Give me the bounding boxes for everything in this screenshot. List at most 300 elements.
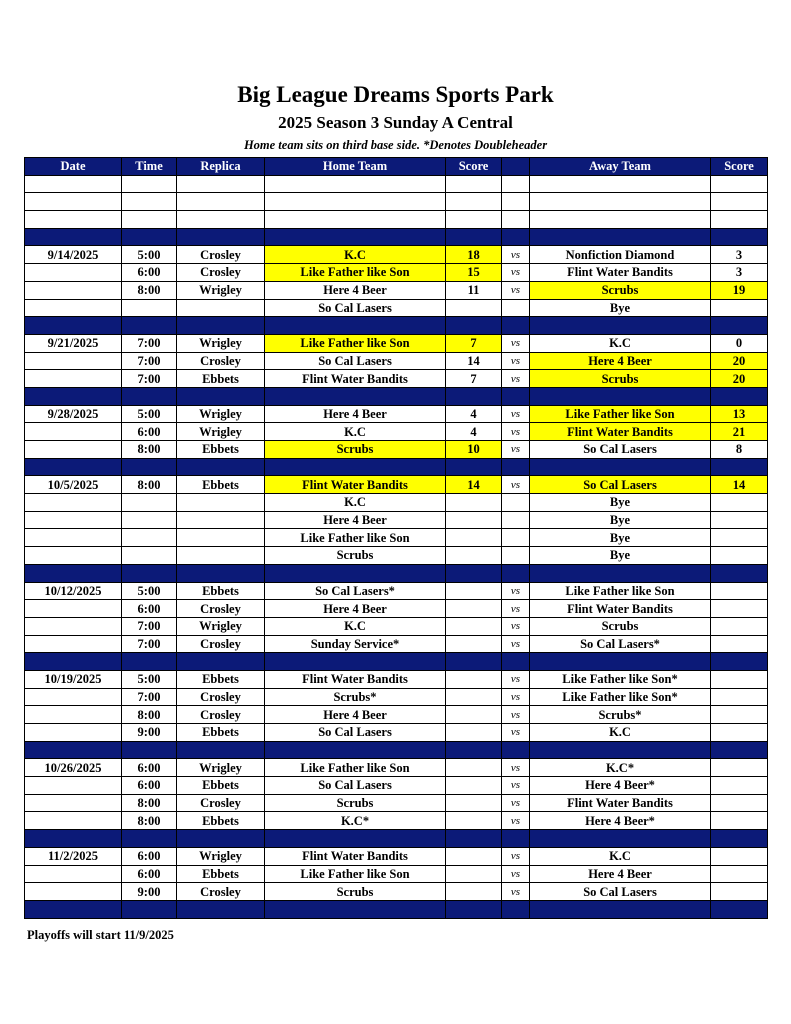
game-row [25, 812, 768, 830]
away-team-cell: K.C [530, 847, 711, 865]
home-score-cell [446, 653, 502, 671]
away-score-cell [711, 670, 768, 688]
home-score-cell [446, 741, 502, 759]
replica-cell [177, 494, 265, 512]
away-team-cell: Like Father like Son [530, 405, 711, 423]
away-team-cell: K.C [530, 334, 711, 352]
game-row [25, 883, 768, 901]
time-cell [122, 547, 177, 565]
replica-cell: Wrigley [177, 405, 265, 423]
away-team-cell: Scrubs* [530, 706, 711, 724]
home-team-cell: Like Father like Son [265, 334, 446, 352]
home-score-cell [446, 900, 502, 918]
home-score-cell [446, 688, 502, 706]
away-team-cell [530, 387, 711, 405]
vs-cell: vs [502, 688, 530, 706]
date-cell [25, 812, 122, 830]
vs-cell: vs [502, 724, 530, 742]
home-score-cell [446, 830, 502, 848]
col-header-away-team: Away Team [530, 158, 711, 176]
time-cell [122, 317, 177, 335]
date-cell [25, 299, 122, 317]
date-cell [25, 458, 122, 476]
col-header-time: Time [122, 158, 177, 176]
away-score-cell [711, 900, 768, 918]
vs-cell: vs [502, 582, 530, 600]
date-cell [25, 193, 122, 211]
home-score-cell [446, 211, 502, 229]
date-cell [25, 777, 122, 795]
away-team-cell [530, 228, 711, 246]
date-cell [25, 900, 122, 918]
vs-cell [502, 494, 530, 512]
date-cell [25, 617, 122, 635]
time-cell [122, 458, 177, 476]
away-score-cell [711, 317, 768, 335]
time-cell: 5:00 [122, 582, 177, 600]
home-score-cell [446, 228, 502, 246]
date-cell [25, 688, 122, 706]
vs-cell: vs [502, 405, 530, 423]
away-team-cell: Scrubs [530, 617, 711, 635]
home-score-cell [446, 175, 502, 193]
away-team-cell [530, 193, 711, 211]
replica-cell: Ebbets [177, 670, 265, 688]
away-team-cell: K.C* [530, 759, 711, 777]
home-score-cell [446, 387, 502, 405]
away-score-cell [711, 759, 768, 777]
replica-cell: Ebbets [177, 441, 265, 459]
vs-cell: vs [502, 635, 530, 653]
replica-cell: Crosley [177, 883, 265, 901]
vs-cell: vs [502, 352, 530, 370]
replica-cell [177, 175, 265, 193]
replica-cell: Ebbets [177, 476, 265, 494]
date-cell [25, 883, 122, 901]
away-team-cell [530, 458, 711, 476]
date-cell [25, 494, 122, 512]
home-team-cell: K.C [265, 617, 446, 635]
date-cell [25, 724, 122, 742]
home-team-cell: So Cal Lasers [265, 724, 446, 742]
time-cell [122, 494, 177, 512]
date-cell [25, 653, 122, 671]
col-header-home-score: Score [446, 158, 502, 176]
game-row [25, 724, 768, 742]
home-team-cell [265, 211, 446, 229]
header-row [25, 158, 768, 176]
home-score-cell [446, 582, 502, 600]
date-cell [25, 865, 122, 883]
time-cell [122, 741, 177, 759]
date-cell [25, 529, 122, 547]
vs-cell: vs [502, 847, 530, 865]
vs-cell: vs [502, 600, 530, 618]
home-score-cell [446, 706, 502, 724]
game-row [25, 582, 768, 600]
away-score-cell [711, 847, 768, 865]
replica-cell: Ebbets [177, 812, 265, 830]
home-score-cell: 10 [446, 441, 502, 459]
page-note: Home team sits on third base side. *Denotes Doubleheader [243, 138, 548, 152]
vs-cell [502, 547, 530, 565]
away-team-cell: Like Father like Son* [530, 688, 711, 706]
home-score-cell: 7 [446, 370, 502, 388]
home-team-cell: Flint Water Bandits [265, 476, 446, 494]
time-cell: 5:00 [122, 670, 177, 688]
replica-cell: Ebbets [177, 865, 265, 883]
replica-cell [177, 228, 265, 246]
game-row [25, 600, 768, 618]
game-row [25, 635, 768, 653]
away-score-cell: 20 [711, 352, 768, 370]
vs-cell: vs [502, 370, 530, 388]
home-team-cell [265, 387, 446, 405]
replica-cell [177, 299, 265, 317]
home-score-cell [446, 564, 502, 582]
away-team-cell: Scrubs [530, 281, 711, 299]
away-team-cell: So Cal Lasers [530, 883, 711, 901]
game-row [25, 865, 768, 883]
home-score-cell [446, 670, 502, 688]
home-team-cell: Scrubs [265, 547, 446, 565]
vs-cell: vs [502, 794, 530, 812]
away-score-cell [711, 653, 768, 671]
home-score-cell: 4 [446, 423, 502, 441]
replica-cell [177, 387, 265, 405]
away-team-cell: Like Father like Son [530, 582, 711, 600]
home-team-cell [265, 564, 446, 582]
date-cell [25, 635, 122, 653]
away-score-cell [711, 175, 768, 193]
away-score-cell: 20 [711, 370, 768, 388]
away-team-cell: Scrubs [530, 370, 711, 388]
date-cell [25, 830, 122, 848]
home-score-cell [446, 617, 502, 635]
time-cell: 7:00 [122, 635, 177, 653]
vs-cell: vs [502, 334, 530, 352]
replica-cell [177, 547, 265, 565]
home-score-cell [446, 847, 502, 865]
time-cell: 8:00 [122, 706, 177, 724]
time-cell [122, 900, 177, 918]
time-cell [122, 175, 177, 193]
away-score-cell [711, 193, 768, 211]
game-row [25, 281, 768, 299]
replica-cell [177, 653, 265, 671]
game-row [25, 759, 768, 777]
home-team-cell [265, 175, 446, 193]
date-cell: 9/14/2025 [25, 246, 122, 264]
replica-cell: Crosley [177, 600, 265, 618]
col-header-date: Date [25, 158, 122, 176]
home-team-cell: Scrubs [265, 441, 446, 459]
home-score-cell [446, 494, 502, 512]
home-score-cell [446, 812, 502, 830]
time-cell [122, 387, 177, 405]
game-row [25, 352, 768, 370]
home-score-cell: 11 [446, 281, 502, 299]
vs-cell: vs [502, 883, 530, 901]
away-score-cell [711, 564, 768, 582]
time-cell: 6:00 [122, 423, 177, 441]
vs-cell: vs [502, 812, 530, 830]
home-score-cell [446, 317, 502, 335]
away-team-cell: So Cal Lasers [530, 441, 711, 459]
game-row [25, 794, 768, 812]
game-row [25, 405, 768, 423]
game-row [25, 511, 768, 529]
time-cell [122, 299, 177, 317]
vs-cell [502, 830, 530, 848]
date-cell [25, 387, 122, 405]
game-row [25, 617, 768, 635]
home-team-cell: K.C* [265, 812, 446, 830]
away-team-cell: Here 4 Beer [530, 352, 711, 370]
home-team-cell: Scrubs [265, 883, 446, 901]
game-row [25, 476, 768, 494]
week-separator-row [25, 387, 768, 405]
home-score-cell [446, 299, 502, 317]
col-header-replica: Replica [177, 158, 265, 176]
time-cell: 5:00 [122, 405, 177, 423]
time-cell [122, 653, 177, 671]
home-score-cell [446, 547, 502, 565]
away-score-cell [711, 211, 768, 229]
vs-cell [502, 299, 530, 317]
time-cell: 6:00 [122, 759, 177, 777]
home-team-cell [265, 228, 446, 246]
date-cell: 10/19/2025 [25, 670, 122, 688]
game-row [25, 670, 768, 688]
away-team-cell: Flint Water Bandits [530, 794, 711, 812]
vs-cell: vs [502, 617, 530, 635]
vs-cell: vs [502, 706, 530, 724]
away-team-cell: So Cal Lasers* [530, 635, 711, 653]
replica-cell [177, 900, 265, 918]
page-title: Big League Dreams Sports Park [237, 82, 554, 107]
game-row [25, 777, 768, 795]
replica-cell: Ebbets [177, 370, 265, 388]
home-team-cell: K.C [265, 246, 446, 264]
away-score-cell [711, 812, 768, 830]
home-team-cell [265, 900, 446, 918]
home-score-cell [446, 865, 502, 883]
away-score-cell [711, 635, 768, 653]
date-cell: 10/26/2025 [25, 759, 122, 777]
date-cell [25, 228, 122, 246]
away-team-cell [530, 741, 711, 759]
time-cell: 6:00 [122, 777, 177, 795]
game-row [25, 706, 768, 724]
away-score-cell [711, 600, 768, 618]
home-score-cell: 14 [446, 476, 502, 494]
col-header-home-team: Home Team [265, 158, 446, 176]
vs-cell: vs [502, 476, 530, 494]
game-row [25, 370, 768, 388]
time-cell: 8:00 [122, 281, 177, 299]
home-team-cell: Here 4 Beer [265, 511, 446, 529]
home-team-cell: Scrubs [265, 794, 446, 812]
away-team-cell [530, 564, 711, 582]
date-cell [25, 211, 122, 229]
away-team-cell [530, 317, 711, 335]
time-cell: 6:00 [122, 865, 177, 883]
week-separator-row [25, 900, 768, 918]
vs-cell [502, 228, 530, 246]
time-cell: 7:00 [122, 370, 177, 388]
home-team-cell: So Cal Lasers [265, 777, 446, 795]
away-team-cell [530, 653, 711, 671]
date-cell [25, 281, 122, 299]
replica-cell: Crosley [177, 352, 265, 370]
date-cell [25, 423, 122, 441]
time-cell [122, 830, 177, 848]
away-score-cell: 14 [711, 476, 768, 494]
date-cell: 9/21/2025 [25, 334, 122, 352]
home-score-cell [446, 794, 502, 812]
away-score-cell: 13 [711, 405, 768, 423]
vs-cell: vs [502, 423, 530, 441]
game-row [25, 264, 768, 282]
vs-cell [502, 511, 530, 529]
away-team-cell: Flint Water Bandits [530, 423, 711, 441]
week-separator-row [25, 653, 768, 671]
time-cell [122, 529, 177, 547]
home-team-cell: Like Father like Son [265, 759, 446, 777]
away-score-cell [711, 883, 768, 901]
away-team-cell: Bye [530, 494, 711, 512]
time-cell [122, 193, 177, 211]
week-separator-row [25, 317, 768, 335]
game-row [25, 299, 768, 317]
vs-cell [502, 653, 530, 671]
col-header-vs [502, 158, 530, 176]
home-team-cell [265, 458, 446, 476]
vs-cell [502, 529, 530, 547]
home-team-cell: Sunday Service* [265, 635, 446, 653]
time-cell: 7:00 [122, 334, 177, 352]
replica-cell: Wrigley [177, 847, 265, 865]
game-row [25, 688, 768, 706]
date-cell [25, 794, 122, 812]
time-cell: 7:00 [122, 617, 177, 635]
week-separator-row [25, 741, 768, 759]
week-separator-row [25, 458, 768, 476]
away-team-cell [530, 830, 711, 848]
home-score-cell: 14 [446, 352, 502, 370]
away-score-cell [711, 794, 768, 812]
replica-cell: Wrigley [177, 334, 265, 352]
replica-cell [177, 193, 265, 211]
col-header-away-score: Score [711, 158, 768, 176]
home-team-cell: Like Father like Son [265, 264, 446, 282]
replica-cell: Wrigley [177, 759, 265, 777]
replica-cell: Crosley [177, 635, 265, 653]
away-team-cell: Like Father like Son* [530, 670, 711, 688]
vs-cell: vs [502, 865, 530, 883]
home-score-cell [446, 777, 502, 795]
away-score-cell [711, 724, 768, 742]
home-score-cell: 18 [446, 246, 502, 264]
replica-cell [177, 529, 265, 547]
schedule-table [24, 157, 768, 919]
game-row [25, 547, 768, 565]
date-cell: 9/28/2025 [25, 405, 122, 423]
game-row [25, 246, 768, 264]
date-cell [25, 370, 122, 388]
vs-cell [502, 564, 530, 582]
home-score-cell: 15 [446, 264, 502, 282]
vs-cell: vs [502, 264, 530, 282]
date-cell [25, 564, 122, 582]
date-cell [25, 547, 122, 565]
home-team-cell [265, 193, 446, 211]
time-cell: 7:00 [122, 688, 177, 706]
game-row [25, 847, 768, 865]
away-score-cell [711, 511, 768, 529]
replica-cell: Crosley [177, 706, 265, 724]
week-separator-row [25, 228, 768, 246]
home-team-cell: Here 4 Beer [265, 405, 446, 423]
date-cell [25, 511, 122, 529]
vs-cell: vs [502, 670, 530, 688]
home-team-cell: K.C [265, 423, 446, 441]
away-team-cell [530, 900, 711, 918]
time-cell: 9:00 [122, 883, 177, 901]
away-score-cell [711, 228, 768, 246]
away-score-cell [711, 582, 768, 600]
home-team-cell [265, 741, 446, 759]
replica-cell: Crosley [177, 246, 265, 264]
time-cell: 8:00 [122, 476, 177, 494]
away-score-cell [711, 777, 768, 795]
page-subtitle: 2025 Season 3 Sunday A Central [278, 113, 513, 132]
away-team-cell [530, 211, 711, 229]
home-score-cell [446, 600, 502, 618]
away-team-cell: K.C [530, 724, 711, 742]
vs-cell [502, 211, 530, 229]
home-score-cell [446, 759, 502, 777]
replica-cell: Wrigley [177, 281, 265, 299]
away-team-cell: So Cal Lasers [530, 476, 711, 494]
replica-cell: Crosley [177, 688, 265, 706]
time-cell [122, 228, 177, 246]
vs-cell [502, 387, 530, 405]
away-score-cell [711, 547, 768, 565]
away-team-cell: Here 4 Beer [530, 865, 711, 883]
time-cell: 7:00 [122, 352, 177, 370]
home-team-cell [265, 317, 446, 335]
replica-cell [177, 741, 265, 759]
vs-cell [502, 741, 530, 759]
away-team-cell: Here 4 Beer* [530, 777, 711, 795]
away-team-cell [530, 175, 711, 193]
home-team-cell: Flint Water Bandits [265, 370, 446, 388]
away-score-cell: 8 [711, 441, 768, 459]
blank-row [25, 193, 768, 211]
game-row [25, 529, 768, 547]
replica-cell: Crosley [177, 264, 265, 282]
away-team-cell: Flint Water Bandits [530, 264, 711, 282]
away-score-cell: 21 [711, 423, 768, 441]
replica-cell: Wrigley [177, 617, 265, 635]
replica-cell [177, 564, 265, 582]
date-cell [25, 352, 122, 370]
home-score-cell [446, 193, 502, 211]
home-team-cell: So Cal Lasers* [265, 582, 446, 600]
date-cell [25, 175, 122, 193]
